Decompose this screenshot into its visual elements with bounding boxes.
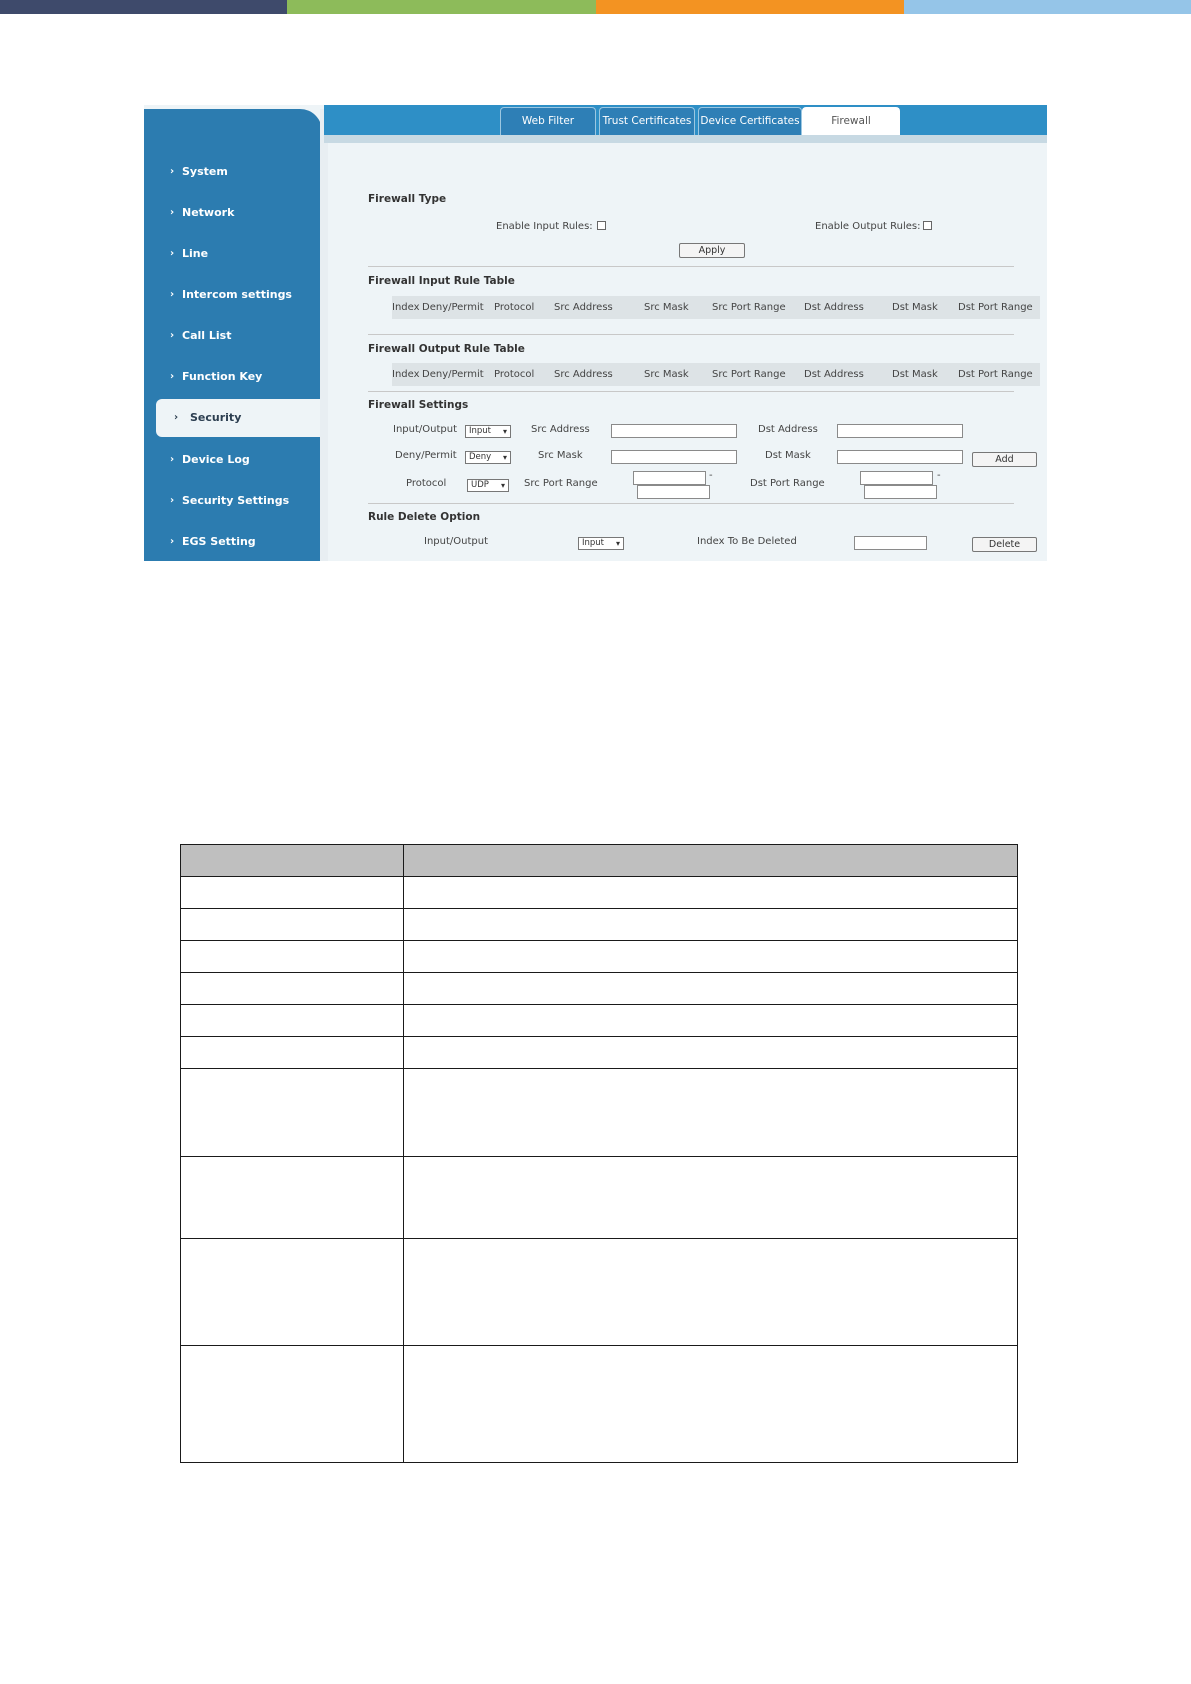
divider xyxy=(368,503,1014,504)
sidebar-item-label: Intercom settings xyxy=(182,288,292,301)
chevron-right-icon: › xyxy=(170,248,175,259)
delete-input-output-select[interactable] xyxy=(578,537,624,550)
select-value: UDP xyxy=(471,480,489,490)
enable-output-rules-label: Enable Output Rules: xyxy=(815,221,921,232)
column-header: Src Port Range xyxy=(712,369,786,380)
dst-address-input[interactable] xyxy=(837,424,963,438)
sidebar-item-call-list[interactable] xyxy=(144,317,322,355)
table-cell xyxy=(181,1239,404,1346)
column-header: Protocol xyxy=(494,302,535,313)
range-separator: - xyxy=(937,470,941,481)
table-cell xyxy=(404,877,1018,909)
range-separator: - xyxy=(709,470,713,481)
select-value: Deny xyxy=(469,452,492,462)
chevron-down-icon: ▾ xyxy=(502,453,507,462)
table-row xyxy=(181,941,1018,973)
protocol-select[interactable] xyxy=(467,479,509,492)
sidebar-item-egs-setting[interactable] xyxy=(144,523,322,561)
table-cell xyxy=(404,1346,1018,1463)
src-port-end-input[interactable] xyxy=(637,485,710,499)
column-header: Dst Address xyxy=(804,369,864,380)
tab-web-filter[interactable]: Web Filter xyxy=(500,107,596,135)
deny-permit-select[interactable] xyxy=(465,451,511,464)
chevron-right-icon: › xyxy=(170,289,175,300)
color-segment-3 xyxy=(596,0,904,14)
sidebar-item-security-settings[interactable] xyxy=(144,482,322,520)
column-header: Index xyxy=(392,302,420,313)
column-header: Dst Mask xyxy=(892,369,938,380)
table-row xyxy=(181,1037,1018,1069)
sidebar-item-label: Security xyxy=(190,411,242,424)
column-header: Dst Mask xyxy=(892,302,938,313)
sidebar-item-label: EGS Setting xyxy=(182,535,256,548)
add-button[interactable]: Add xyxy=(972,452,1037,467)
column-header: Src Mask xyxy=(644,302,689,313)
dst-port-start-input[interactable] xyxy=(860,471,933,485)
chevron-right-icon: › xyxy=(170,536,175,547)
divider xyxy=(368,334,1014,335)
table-row xyxy=(181,909,1018,941)
table-row xyxy=(181,877,1018,909)
table-cell xyxy=(404,1157,1018,1239)
src-port-start-input[interactable] xyxy=(633,471,706,485)
input-rule-table-header xyxy=(392,296,1040,319)
chevron-down-icon: ▾ xyxy=(502,427,507,436)
chevron-right-icon: › xyxy=(170,207,175,218)
chevron-right-icon: › xyxy=(174,412,179,423)
dst-mask-label: Dst Mask xyxy=(765,450,811,461)
table-cell xyxy=(181,909,404,941)
column-header: Dst Port Range xyxy=(958,302,1033,313)
src-mask-label: Src Mask xyxy=(538,450,583,461)
column-header: Index xyxy=(392,369,420,380)
table-cell xyxy=(404,1069,1018,1157)
color-segment-2 xyxy=(287,0,596,14)
enable-output-rules-checkbox[interactable] xyxy=(923,221,932,230)
table-cell xyxy=(181,941,404,973)
delete-button[interactable]: Delete xyxy=(972,537,1037,552)
color-segment-4 xyxy=(904,0,1191,14)
divider xyxy=(368,391,1014,392)
chevron-right-icon: › xyxy=(170,330,175,341)
table-row xyxy=(181,1346,1018,1463)
table-cell xyxy=(404,909,1018,941)
table-cell xyxy=(404,941,1018,973)
column-header: Src Mask xyxy=(644,369,689,380)
sidebar-item-network[interactable] xyxy=(144,194,322,232)
index-to-delete-label: Index To Be Deleted xyxy=(697,536,797,547)
deny-permit-label: Deny/Permit xyxy=(395,450,457,461)
sidebar xyxy=(144,109,322,561)
table-cell xyxy=(181,1005,404,1037)
select-value: Input xyxy=(469,426,492,436)
color-segment-1 xyxy=(0,0,287,14)
firewall-screenshot xyxy=(144,105,1047,561)
sidebar-item-line[interactable] xyxy=(144,235,322,273)
sidebar-item-system[interactable] xyxy=(144,153,322,191)
tab-trust-certificates[interactable]: Trust Certificates xyxy=(599,107,695,135)
src-port-range-label: Src Port Range xyxy=(524,478,598,489)
apply-button[interactable]: Apply xyxy=(679,243,745,258)
chevron-right-icon: › xyxy=(170,454,175,465)
top-color-bar xyxy=(0,0,1191,14)
column-header: Deny/Permit xyxy=(422,302,484,313)
chevron-right-icon: › xyxy=(170,371,175,382)
table-cell xyxy=(181,973,404,1005)
firewall-settings-title: Firewall Settings xyxy=(368,399,469,411)
chevron-right-icon: › xyxy=(170,166,175,177)
protocol-label: Protocol xyxy=(406,478,447,489)
delete-input-output-label: Input/Output xyxy=(424,536,488,547)
table-cell xyxy=(404,1005,1018,1037)
column-header: Src Port Range xyxy=(712,302,786,313)
table-cell xyxy=(404,1239,1018,1346)
table-cell xyxy=(181,1157,404,1239)
tab-bar xyxy=(324,105,1047,135)
enable-input-rules-label: Enable Input Rules: xyxy=(496,221,593,232)
input-output-label: Input/Output xyxy=(393,424,457,435)
column-header: Dst Address xyxy=(804,302,864,313)
src-mask-input[interactable] xyxy=(611,450,737,464)
table-cell xyxy=(181,1069,404,1157)
input-rule-table-title: Firewall Input Rule Table xyxy=(368,275,515,287)
dst-port-range-label: Dst Port Range xyxy=(750,478,825,489)
table-row xyxy=(181,1157,1018,1239)
sidebar-item-security[interactable] xyxy=(156,399,322,437)
firewall-type-title: Firewall Type xyxy=(368,193,447,205)
sidebar-item-function-key[interactable] xyxy=(144,358,322,396)
column-header: Src Address xyxy=(554,369,613,380)
table-cell xyxy=(181,877,404,909)
output-rule-table-title: Firewall Output Rule Table xyxy=(368,343,525,355)
chevron-down-icon: ▾ xyxy=(615,539,620,548)
tab-underline xyxy=(324,135,1047,143)
src-address-input[interactable] xyxy=(611,424,737,438)
table-cell xyxy=(404,973,1018,1005)
column-header: Protocol xyxy=(494,369,535,380)
sidebar-item-label: Network xyxy=(182,206,235,219)
header-cell xyxy=(181,845,404,877)
sidebar-item-device-log[interactable] xyxy=(144,441,322,479)
chevron-down-icon: ▾ xyxy=(500,481,505,490)
table-cell xyxy=(404,1037,1018,1069)
divider xyxy=(368,266,1014,267)
input-output-select[interactable] xyxy=(465,425,511,438)
table-cell xyxy=(181,1037,404,1069)
sidebar-item-label: Line xyxy=(182,247,209,260)
chevron-right-icon: › xyxy=(170,495,175,506)
column-header: Deny/Permit xyxy=(422,369,484,380)
index-to-delete-input[interactable] xyxy=(854,536,927,550)
dst-mask-input[interactable] xyxy=(837,450,963,464)
rule-delete-title: Rule Delete Option xyxy=(368,511,481,523)
header-cell xyxy=(404,845,1018,877)
dst-address-label: Dst Address xyxy=(758,424,818,435)
table-row xyxy=(181,973,1018,1005)
firewall-content xyxy=(324,143,1047,561)
sidebar-item-label: Call List xyxy=(182,329,232,342)
table-cell xyxy=(181,1346,404,1463)
select-value: Input xyxy=(582,538,605,548)
column-header: Dst Port Range xyxy=(958,369,1033,380)
sidebar-item-label: Security Settings xyxy=(182,494,290,507)
column-header: Src Address xyxy=(554,302,613,313)
enable-input-rules-checkbox[interactable] xyxy=(597,221,606,230)
sidebar-item-label: Device Log xyxy=(182,453,250,466)
sidebar-item-intercom-settings[interactable] xyxy=(144,276,322,314)
tab-device-certificates[interactable]: Device Certificates xyxy=(698,107,802,135)
src-address-label: Src Address xyxy=(531,424,590,435)
sidebar-item-label: System xyxy=(182,165,228,178)
table-header-row xyxy=(181,845,1018,877)
sidebar-item-label: Function Key xyxy=(182,370,263,383)
dst-port-end-input[interactable] xyxy=(864,485,937,499)
output-rule-table-header xyxy=(392,363,1040,386)
table-row xyxy=(181,1239,1018,1346)
tab-firewall[interactable]: Firewall xyxy=(802,107,900,135)
parameter-description-table xyxy=(180,844,1018,1463)
table-row xyxy=(181,1069,1018,1157)
table-row xyxy=(181,1005,1018,1037)
